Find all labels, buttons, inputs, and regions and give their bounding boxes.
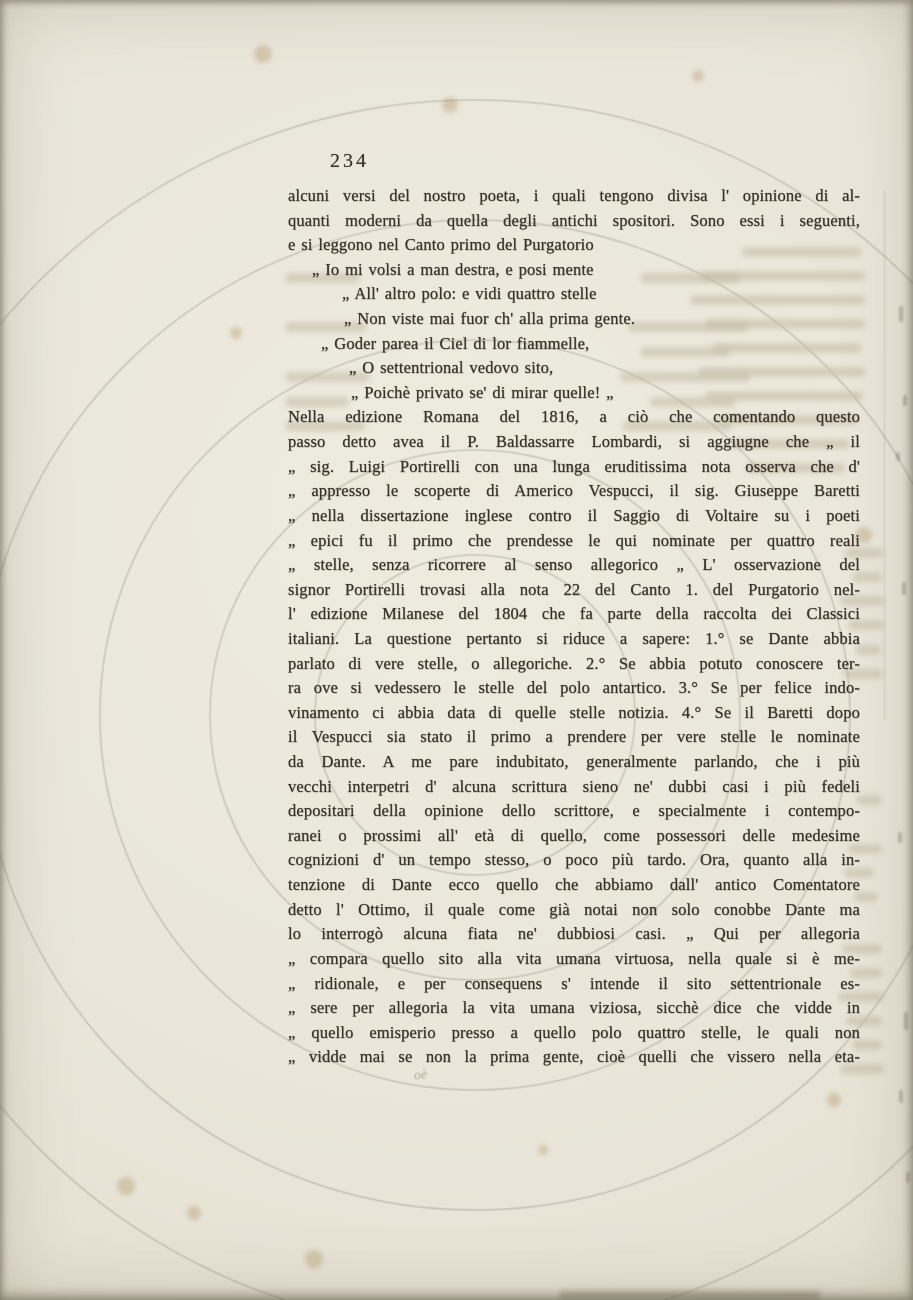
page-number: 234 bbox=[330, 150, 369, 172]
bottom-smudge bbox=[560, 1291, 820, 1300]
text-line: l' edizione Milanese del 1804 che fa parte della raccolta dei Classici bbox=[288, 604, 860, 624]
text-line: alcuni versi del nostro poeta, i quali tengono divisa l' opinione di al- bbox=[288, 186, 860, 205]
text-line: il Vespucci sia stato il primo a prendere per vere stelle le nominate bbox=[288, 727, 860, 747]
text-line: „ sere per allegoria la vita umana viziosa, sicchè dice che vidde in bbox=[288, 998, 860, 1018]
text-line: „ Poichè privato se' di mirar quelle! „ bbox=[351, 382, 614, 402]
text-line: „ quello emisperio presso a quello polo quattro stelle, le quali non bbox=[288, 1022, 860, 1042]
text-line: „ epici fu il primo che prendesse le qui nominate per quattro reali bbox=[288, 530, 860, 550]
text-line: da Dante. A me pare indubitato, generalmente parlando, che i più bbox=[288, 752, 860, 772]
text-block bbox=[288, 184, 860, 1070]
text-line: quanti moderni da quella degli antichi spositori. Sono essi i seguenti, bbox=[288, 210, 860, 230]
text-line: vinamento ci abbia data di quelle stelle notizia. 4.° Se il Baretti dopo bbox=[288, 702, 860, 722]
text-line: passo detto avea il P. Baldassarre Lombardi, si aggiugne che „ il bbox=[288, 432, 860, 452]
text-line: „ vidde mai se non la prima gente, cioè quelli che vissero nella eta- bbox=[288, 1047, 860, 1067]
text-line: signor Portirelli trovasi alla nota 22 del Canto 1. del Purgatorio nel- bbox=[288, 579, 860, 599]
text-line: depositari della opinione dello scrittore, e specialmente i contempo- bbox=[288, 801, 860, 821]
text-line: lo interrogò alcuna fiata ne' dubbiosi casi. „ Qui per allegoria bbox=[288, 924, 860, 944]
text-line: cognizioni d' un tempo stesso, o poco più tardo. Ora, quanto alla in- bbox=[288, 850, 860, 870]
text-line: tenzione di Dante ecco quello che abbiamo dall' antico Comentatore bbox=[288, 875, 860, 895]
text-line: ranei o prossimi all' età di quello, come possessori delle medesime bbox=[288, 825, 860, 845]
text-line: „ compara quello sito alla vita umana virtuosa, nella quale si è me- bbox=[288, 948, 860, 968]
text-line: detto l' Ottimo, il quale come già notai non solo conobbe Dante ma bbox=[288, 899, 860, 919]
text-line: „ appresso le scoperte di Americo Vespucci, il sig. Giuseppe Baretti bbox=[288, 481, 860, 501]
text-line: „ All' altro polo: e vidi quattro stelle bbox=[342, 284, 597, 304]
text-line: „ ridionale, e per consequens s' intende il sito settentrionale es- bbox=[288, 973, 860, 993]
text-line: e si leggono nel Canto primo del Purgatorio bbox=[288, 235, 594, 255]
text-line: „ O settentrional vedovo sito, bbox=[349, 358, 554, 378]
text-line: italiani. La questione pertanto si riduce a sapere: 1.° se Dante abbia bbox=[288, 628, 860, 648]
text-line: vecchi interpetri d' alcuna scrittura sieno ne' dubbi casi i più fedeli bbox=[288, 776, 860, 796]
text-line: „ stelle, senza ricorrere al senso allegorico „ L' osservazione del bbox=[288, 555, 860, 575]
text-line: „ Goder parea il Ciel di lor fiammelle, bbox=[321, 333, 590, 353]
text-line: parlato di vere stelle, o allegoriche. 2.° Se abbia potuto conoscere ter- bbox=[288, 653, 860, 673]
text-line: „ sig. Luigi Portirelli con una lunga eruditissima nota osserva che d' bbox=[288, 456, 860, 476]
text-line: Nella edizione Romana del 1816, a ciò che comentando questo bbox=[288, 407, 860, 427]
text-line: „ Non viste mai fuor ch' alla prima gente. bbox=[344, 309, 636, 329]
text-line: ra ove si vedessero le stelle del polo antartico. 3.° Se per felice indo- bbox=[288, 678, 860, 698]
press-figure: oè bbox=[413, 1067, 428, 1084]
text-line: „ Io mi volsi a man destra, e posi mente bbox=[312, 259, 594, 279]
text-line: „ nella dissertazione inglese contro il Saggio di Voltaire su i poeti bbox=[288, 505, 860, 525]
